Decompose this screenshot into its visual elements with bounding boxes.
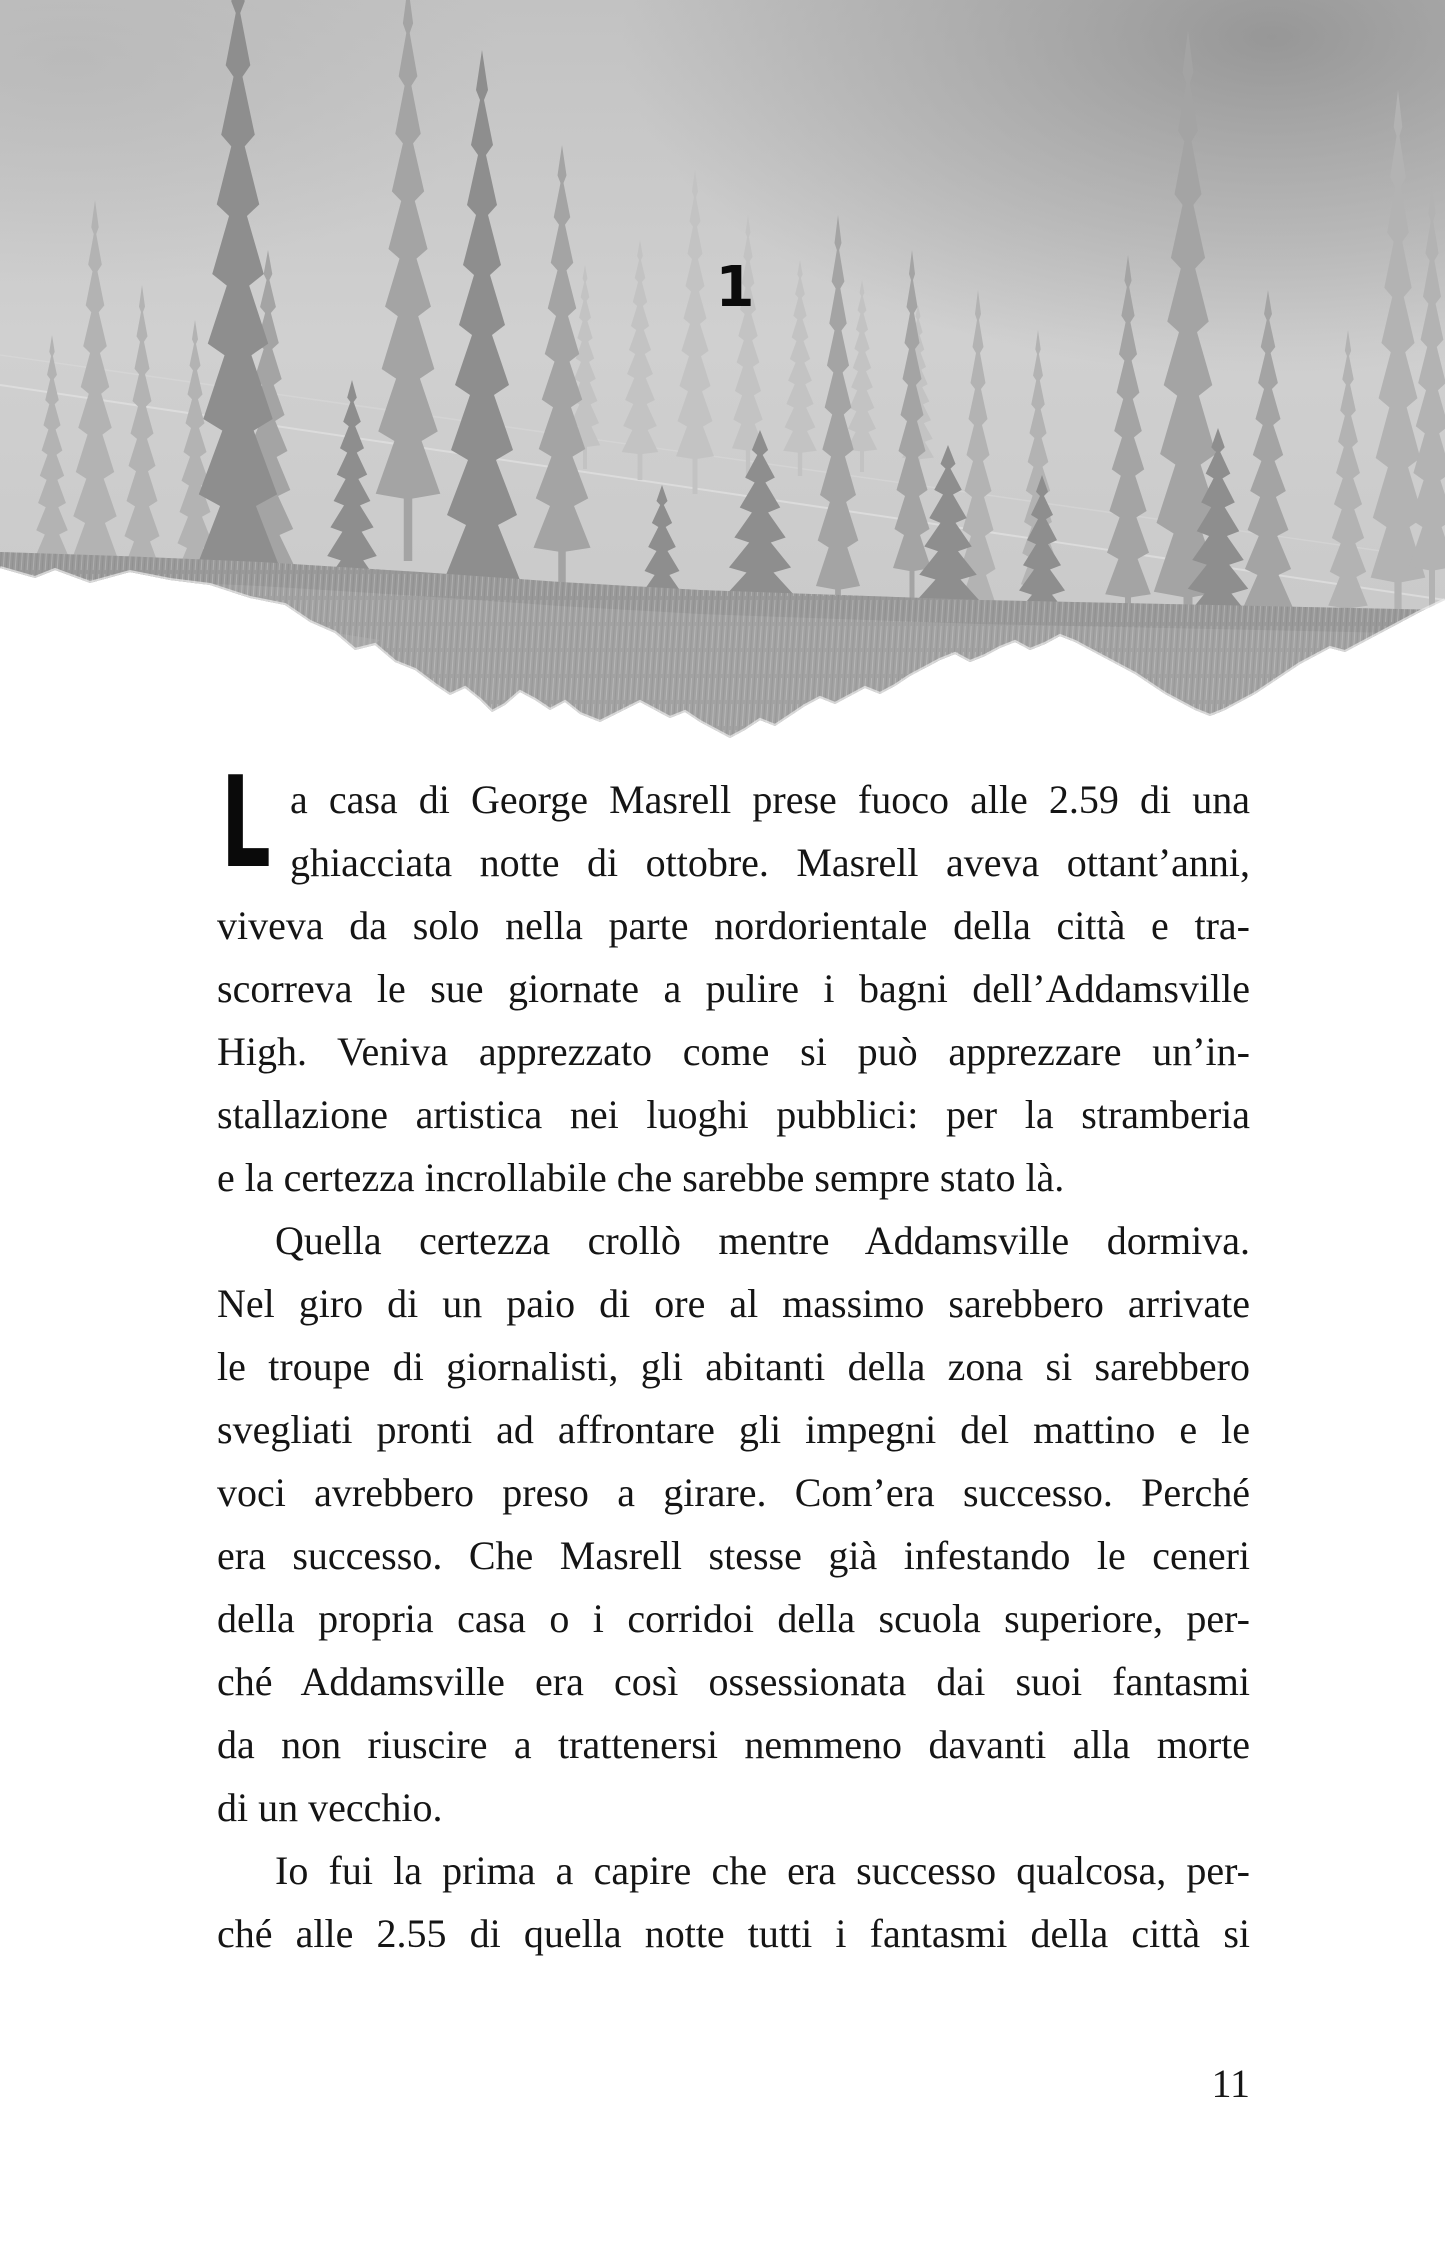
text-line: era successo. Che Masrell stesse già infestando le ceneri — [217, 1533, 1250, 1578]
text-line: da non riuscire a trattenersi nemmeno davanti alla morte — [217, 1722, 1250, 1767]
text-line: scorreva le sue giornate a pulire i bagni dell’Addamsville — [217, 966, 1250, 1011]
opening-paragraph-start — [217, 749, 1250, 896]
text-line: della propria casa o i corridoi della scuola superiore, per- — [217, 1596, 1250, 1641]
text-line: voci avrebbero preso a girare. Com’era successo. Perché — [217, 1470, 1250, 1515]
text-line: ché Addamsville era così ossessionata dai suoi fantasmi — [217, 1659, 1250, 1704]
forest-illustration — [0, 0, 1445, 750]
body-text — [217, 749, 1250, 1965]
text-line: stallazione artistica nei luoghi pubblici: per la stramberia — [217, 1092, 1250, 1137]
text-line: a casa di George Masrell prese fuoco alle 2.59 di una — [290, 777, 1250, 822]
chapter-number: 1 — [715, 255, 755, 320]
text-line: di un vecchio. — [217, 1785, 443, 1830]
text-line: svegliati pronti ad affrontare gli impegni del mattino e le — [217, 1407, 1250, 1452]
text-line: Nel giro di un paio di ore al massimo sarebbero arrivate — [217, 1281, 1250, 1326]
drop-cap: L — [221, 749, 271, 896]
page-number: 11 — [1211, 2061, 1250, 2106]
text-line: viveva da solo nella parte nordorientale della città e tra- — [217, 903, 1250, 948]
text-line: Quella certezza crollò mentre Addamsville dormiva. — [275, 1218, 1250, 1263]
text-line: High. Veniva apprezzato come si può apprezzare un’in- — [217, 1029, 1250, 1074]
text-line: e la certezza incrollabile che sarebbe sempre stato là. — [217, 1155, 1065, 1200]
text-line: ché alle 2.55 di quella notte tutti i fantasmi della città si — [217, 1911, 1250, 1956]
text-line: le troupe di giornalisti, gli abitanti della zona si sarebbero — [217, 1344, 1250, 1389]
text-line: Io fui la prima a capire che era successo qualcosa, per- — [275, 1848, 1250, 1893]
text-line: ghiacciata notte di ottobre. Masrell aveva ottant’anni, — [290, 840, 1250, 885]
